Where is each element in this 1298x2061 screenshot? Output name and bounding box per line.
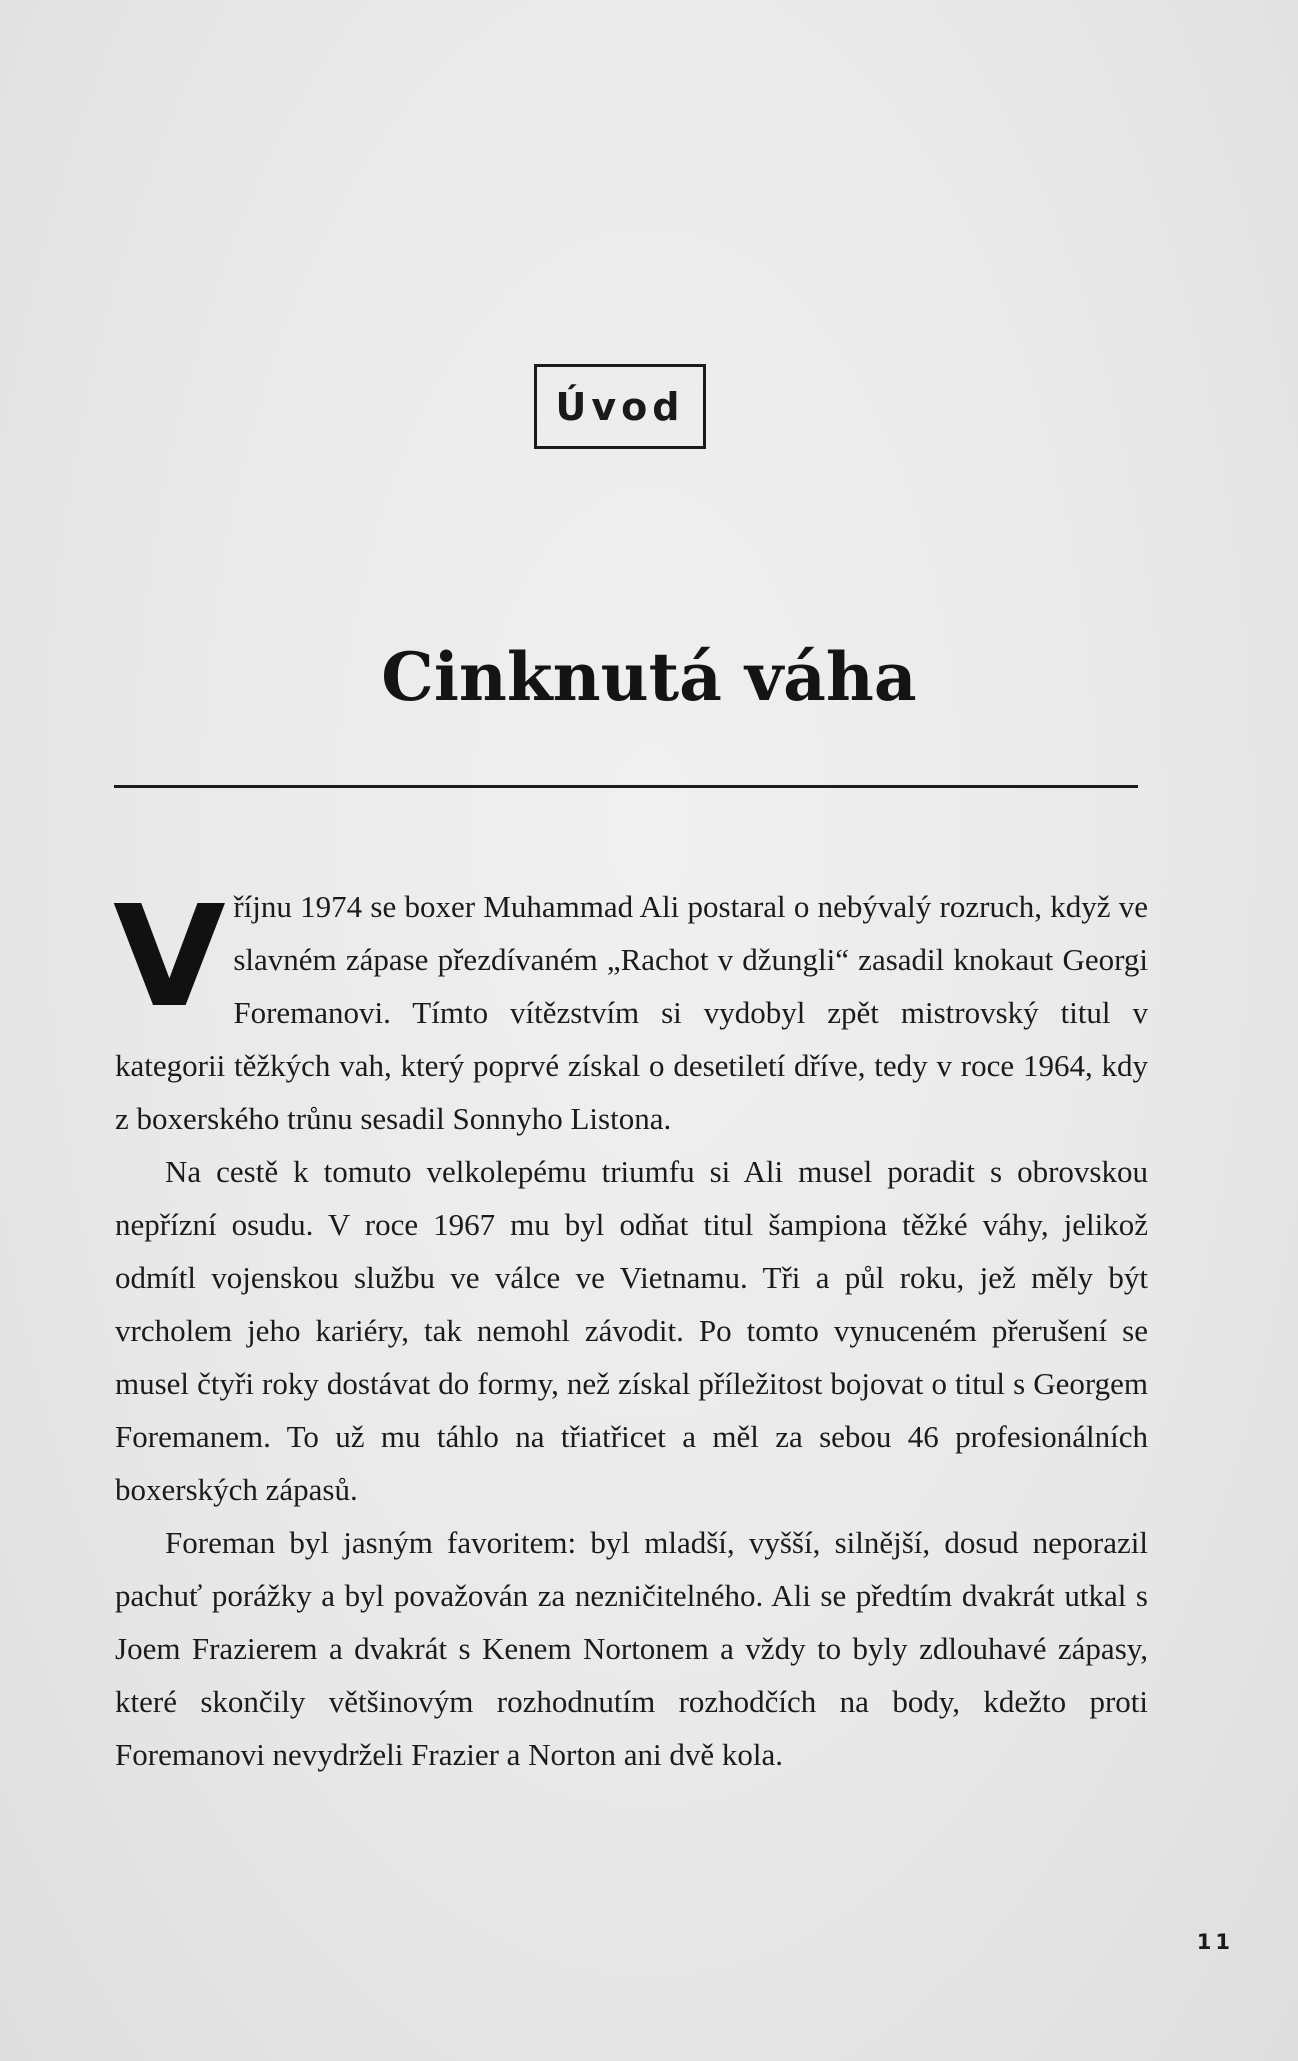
drop-cap: V xyxy=(113,876,226,1039)
paragraph-2: Na cestě k tomuto velkolepému triumfu si Ali musel poradit s obrovskou nepřízní osudu. V roce 1967 mu byl odňat titul šampiona těžké váhy, jelikož odmítl vojenskou službu ve válce ve Vietnamu. Tři a půl roku, jež měly být vrcholem jeho kariéry, tak nemohl závodit. Po tomto vynuceném přerušení se musel čtyři roky dostávat do formy, než získal příležitost bojovat o titul s Georgem Foremanem. To už mu táhlo na třiatřicet a měl za sebou 46 profesionálních boxerských zápasů. xyxy=(115,1154,1148,1507)
title-divider xyxy=(114,785,1138,788)
body-text xyxy=(113,876,1148,1781)
section-label-text: Úvod xyxy=(555,384,685,429)
chapter-title: Cinknutá váha xyxy=(381,638,917,716)
paragraph-1-text: říjnu 1974 se boxer Muhammad Ali postaral o nebývalý rozruch, když ve slavném zápase přezdívaném „Rachot v džungli“ zasadil knokaut Georgi Foremanovi. Tímto vítězstvím si vydobyl zpět mistrovský titul v kategorii těžkých vah, který poprvé získal o desetiletí dříve, tedy v roce 1964, kdy z boxerského trůnu sesadil Sonnyho Listona. xyxy=(115,889,1148,1136)
section-label xyxy=(534,364,706,449)
page-number: 11 xyxy=(1196,1930,1234,1954)
paragraph-3: Foreman byl jasným favoritem: byl mladší, vyšší, silnější, dosud neporazil pachuť porážky a byl považován za nezničitelného. Ali se předtím dvakrát utkal s Joem Frazierem a dvakrát s Kenem Nortonem a vždy to byly zdlouhavé zápasy, které skončily většinovým rozhodnutím rozhodčích na body, kdežto proti Foremanovi nevydrželi Frazier a Norton ani dvě kola. xyxy=(115,1525,1148,1772)
paragraph-1 xyxy=(113,876,1148,1145)
